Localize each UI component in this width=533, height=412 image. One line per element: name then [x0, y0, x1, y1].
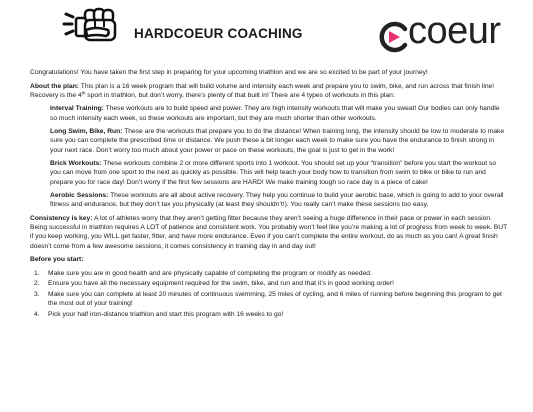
consistency-text: A lot of athletes worry that they aren’t getting fitter because they aren’t seeing a huge difference in their pace or power in each session. Being successful in triathlon requires A LOT of patience and consistent work. You probably won’t feel like you’re making a lot of progress from week to week. BUT if you keep working, you WILL get faster, fitter, and have more endurance. Even if you can’t complete the entire workout, do as much as you can! A great finish doesn’t come from a few awesome sessions, it comes consistency in training day in and day out!	[30, 214, 508, 250]
list-number: 3.	[34, 290, 40, 298]
before-start-heading: Before you start:	[30, 256, 84, 264]
about-paragraph	[30, 82, 508, 100]
workout-text: These workouts are to build speed and power. They are high intensity workouts that will make you sweat! Our bodies can only handle so much intensity each week, so these workouts are important, but they are much shorter than other workouts.	[50, 105, 500, 122]
list-text: Pick your half iron-distance triathlon and start this program with 16 weeks to go!	[48, 310, 284, 318]
intro-paragraph: Congratulations! You have taken the first step in preparing for your upcoming triathlon and we are so excited to be part of your journey!	[30, 69, 428, 76]
workout-text: These workouts are all about active recovery. They help you continue to build your aerobic base, which is going to add to your overall fitness and endurance, but they don’t tax you physically (at least they shouldn’t!). You really can’t make these sessions too easy.	[50, 192, 504, 209]
document-body	[30, 68, 508, 320]
list-text: Make sure you are in good health and are physically capable of completing the program or modify as needed.	[48, 269, 372, 277]
list-number: 4.	[34, 310, 40, 318]
ordinal-suffix: th	[81, 90, 86, 96]
list-item	[30, 279, 508, 288]
list-number: 2.	[34, 280, 40, 288]
list-text: Ensure you have all the necessary equipment required for the swim, bike, and run and that it’s in good working order!	[48, 280, 394, 288]
coeur-logo	[378, 10, 501, 53]
list-item	[30, 290, 508, 308]
page-title: HARDCOEUR COACHING	[134, 26, 303, 41]
consistency-label: Consistency is key:	[30, 214, 93, 222]
workout-text: These workouts combine 2 or more different sports into 1 workout. You should set up your “transition” before you start the workout so you can move from one sport to the next as quickly as possible. This will help teach your body how to transition from swim to bike or bike to run and prepare you for race day! Don’t worry if the first few sessions are HARD! We make training tough so race day is a piece of cake!	[50, 160, 497, 186]
before-start-list	[30, 269, 508, 319]
clenched-fist-icon	[62, 4, 120, 52]
about-text: This plan is a 16 week program that will build volume and intensity each week and prepare you to swim, bike, and run across that finish line! Recovery is the 4	[30, 82, 495, 99]
workout-aerobic-paragraph	[50, 191, 508, 209]
workout-label: Brick Workouts:	[50, 160, 102, 168]
about-text-continued: sport in triathlon, but don’t worry, there’s plenty of that built in! There are 4 types of workouts in this plan:	[85, 91, 395, 99]
workout-label: Aerobic Sessions:	[50, 192, 109, 200]
list-number: 1.	[34, 269, 40, 277]
list-item	[30, 269, 508, 278]
workout-text: These are the workouts that prepare you to do the distance! When training long, the intensity should be low to moderate to make sure you can complete the prescribed time or distance. We push these a bit longer each week to make sure you have the endurance to finish strong in your next race. Don’t worry too much about your power or pace on these workouts, the goal is just to get in the work!	[50, 128, 505, 154]
workout-interval-paragraph	[50, 104, 508, 122]
play-triangle-icon	[378, 21, 410, 53]
consistency-paragraph	[30, 214, 508, 251]
workout-label: Long Swim, Bike, Run:	[50, 128, 123, 136]
workout-long-paragraph	[50, 127, 508, 155]
document-header	[0, 0, 533, 62]
workout-brick-paragraph	[50, 159, 508, 187]
list-text: Make sure you can complete at least 20 minutes of continuous swimming, 25 miles of cycling, and 6 miles of running before beginning this program to get the most out of your training!	[48, 290, 502, 308]
list-item	[30, 310, 508, 319]
workout-label: Interval Training:	[50, 105, 104, 113]
about-label: About the plan:	[30, 82, 80, 90]
logo-wordmark: coeur	[408, 10, 501, 52]
